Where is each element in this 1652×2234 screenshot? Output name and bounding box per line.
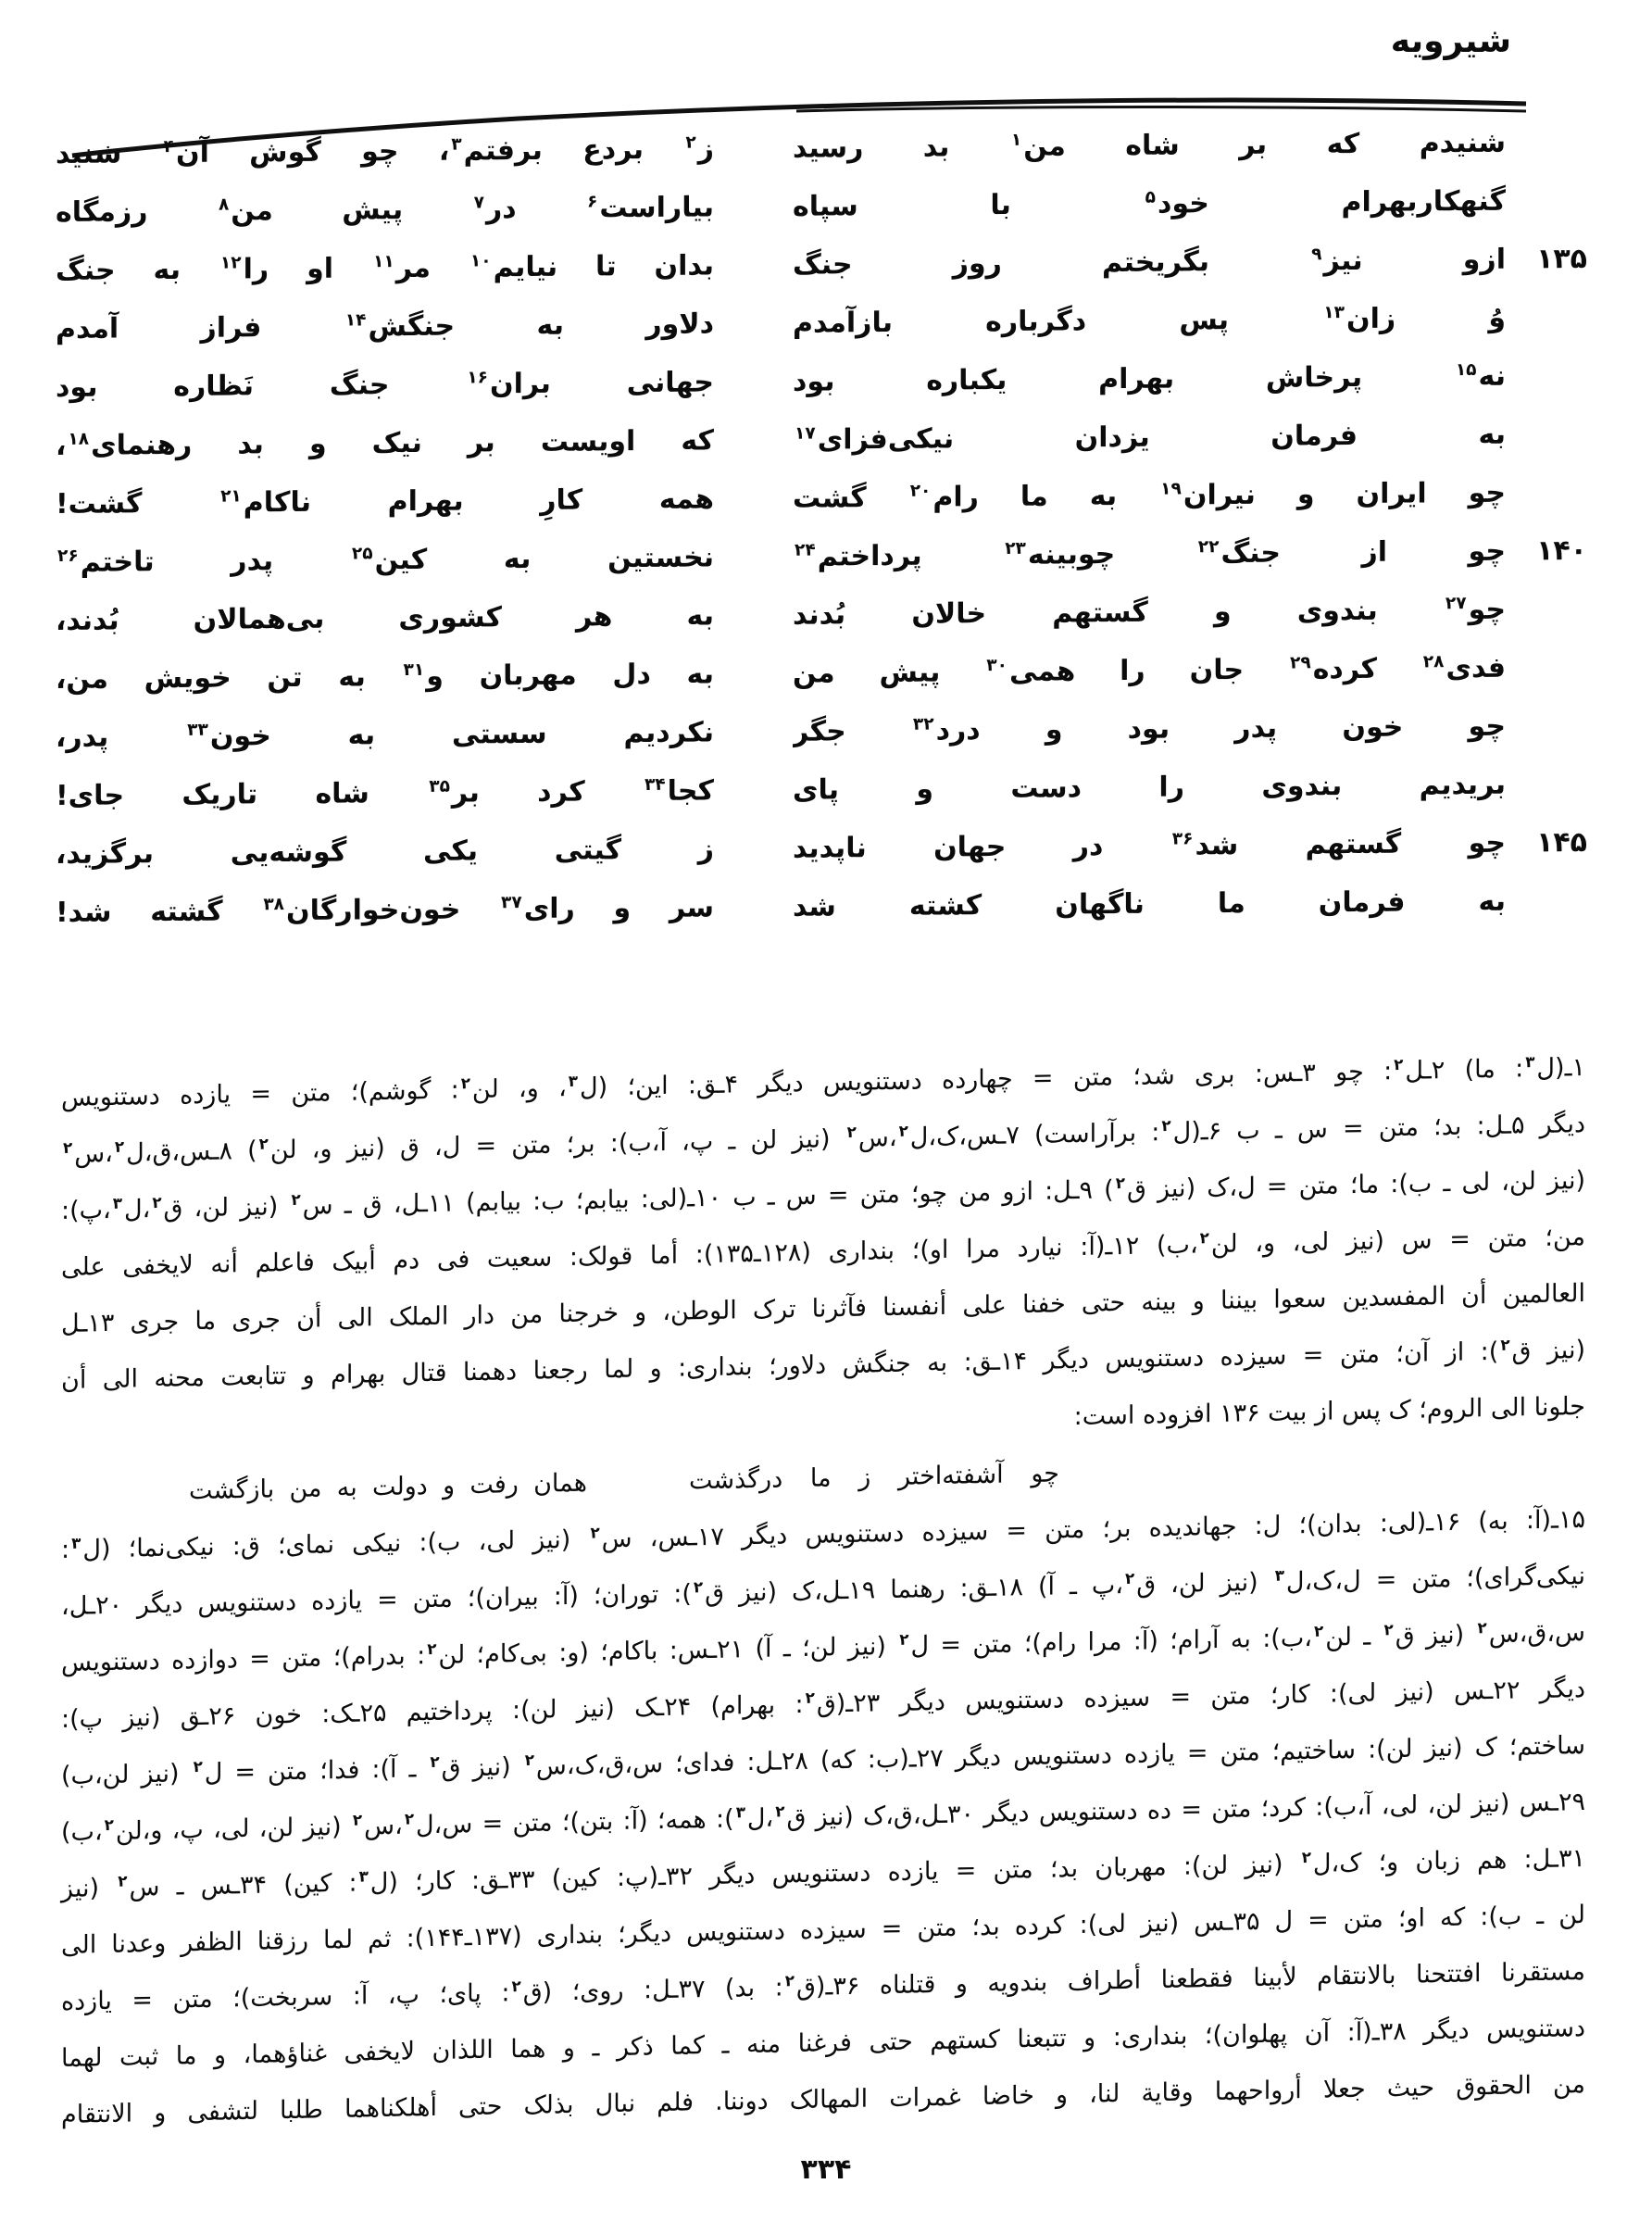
footnote-line: العالمین أن المفسدین سعوا بیننا و بینه حتی خفنا علی أنفسنا فآثرنا ترک الوطن، و خرجنا من دار الملک الی أن جری ما جری ۱۳ـل [61,1279,1585,1339]
hemistich-left: جهانی بران$^{۱۶}$ جنگ نَظاره بود [56,366,714,404]
hemistich-right: چو خون پدر بود و درد$^{۳۲}$ جگر [793,709,1506,748]
footnote-line: ۱۵ـ(آ: به) ۱۶ـ(لی: بدان)؛ ل: جهاندیده بر؛ متن = سیزده دستنویس دیگر ۱۷ـس، س$^۲$ (نیز لی، ب): نیکی نمای؛ ق: نیکی‌نما؛ (ل$^۳$: [61,1505,1585,1565]
hemistich-left: همه کارِ بهرام ناکام$^{۲۱}$ گشت! [56,483,714,521]
verse-number [1506,384,1587,385]
verse-number [1506,209,1587,210]
verse-number: ۱۳۵ [1536,243,1587,276]
hemistich-right: نه$^{۱۵}$ پرخاش بهرام یکباره بود [793,359,1506,398]
footnote-line: س،ق،س$^۲$ (نیز ق$^۲$ ـ لن$^۲$،ب): به آرام؛ (آ: مرا رام)؛ متن = ل$^۲$ (نیز لن؛ ـ آ) ۲۱ـس: باکام؛ (و: بی‌کام؛ لن$^۲$: بدرام)؛ متن = دوازده دستنویس [61,1618,1585,1678]
footnote-line: نیکی‌گرای)؛ متن = ل،ک،ل$^۳$ (نیز لن، ق$^۲$،پ ـ آ) ۱۸ـق: رهنما ۱۹ـل،ک (نیز ق$^۲$): توران؛ (آ: بیران)؛ متن = یازده دستنویس دیگر ۲۰ـل، [61,1562,1585,1622]
verse-number [1506,676,1587,677]
hemistich-left: بدان تا نیایم$^{۱۰}$ مر$^{۱۱}$ او را$^{۱۲}$ به جنگ [56,249,714,287]
hemistich-left: به هر کشوری بی‌همالان بُدند، [56,599,714,637]
footnote-line: دیگر ۵ـل: بد؛ متن = س ـ ب ۶ـ(ل$^۲$: برآراست) ۷ـس،ک،ل$^۲$،س$^۲$ (نیز لن ـ پ، آ،ب): بر؛ متن = ل، ق (نیز و، لن$^۲$) ۸ـس،ق،ل$^۲$،س$^۲$ [63,1110,1585,1169]
footnote-line: لن ـ ب): که او؛ متن = ل ۳۵ـس (نیز لی): کرده بد؛ متن = سیزده دستنویس دیگر؛ بنداری (۱۳۷ـ۱۴۴): ثم لما رزقنا الظفر وعدنا الی [61,1901,1585,1961]
verse-number: ۱۴۵ [1536,826,1587,860]
verse-number [1506,151,1587,152]
hemistich-right: بریدیم بندوی را دست و پای [793,768,1506,807]
hemistich-left: نخستین به کین$^{۲۵}$ پدر تاختم$^{۲۶}$ [57,541,714,579]
verse-number [1506,501,1587,502]
verse-number [1506,793,1587,794]
verse-number [1506,326,1587,327]
hemistich-left: نکردیم سستی به خون$^{۳۳}$ پدر، [56,716,714,754]
hemistich-right: شنیدم که بر شاه من$^۱$ بد رسید [793,126,1506,165]
critical-apparatus-section [61,1039,1585,2143]
page-number: ۳۳۴ [800,2153,852,2186]
apparatus-part-1 [61,1039,1585,1465]
hemistich-right: چو ایران و نیران$^{۱۹}$ به ما رام$^{۲۰}$ گشت [793,476,1506,515]
hemistich-left: سر و رای$^{۳۷}$ خون‌خوارگان$^{۳۸}$ گشته شد! [56,891,714,929]
verse-number [1506,734,1587,735]
hemistich-right: گنهکاربهرام خود$^۵$ با سپاه [793,184,1506,223]
hemistich-left: ز گیتی یکی گوشه‌یی برگزید، [56,833,714,871]
verse-number [1506,443,1587,444]
footnote-line: ۲۹ـس (نیز لن، لی، آ،ب): کرد؛ متن = ده دستنویس دیگر ۳۰ـل،ق،ک (نیز ق$^۲$،ل$^۳$): همه؛ (آ: بتن)؛ متن = س،ل$^۲$،س$^۲$ (نیز لن، لی، پ، و،لن$^۲$،ب) [61,1788,1585,1848]
poem-section [56,119,1587,948]
footnote-line: دستنویس دیگر ۳۸ـ(آ: آن پهلوان)؛ بنداری: و تتبعنا کستهم حتی فرغنا منه ـ کما ذکر ـ و هما اللذان لایخفی غناؤهما، و ما ثبت لهما [61,2014,1585,2074]
hemistich-left: بیاراست$^۶$ در$^۷$ پیش من$^۸$ رزمگاه [56,191,714,229]
running-head-title: شیرویه [1390,22,1511,60]
hemistich-right: چو گستهم شد$^{۳۶}$ در جهان ناپدید [793,826,1506,865]
hemistich-right: فدی$^{۲۸}$ کرده$^{۲۹}$ جان را همی$^{۳۰}$ پیش من [793,651,1506,690]
hemistich-right: به فرمان یزدان نیکی‌فزای$^{۱۷}$ [795,418,1506,457]
inserted-verse-hemistich-left: همان رفت و دولت به من بازگشت [189,1468,587,1506]
footnote-line: دیگر ۲۲ـس (نیز لی): کار؛ متن = سیزده دستنویس دیگر ۲۳ـ(ق$^۲$: بهرام) ۲۴ـک (نیز لن): پرداختیم ۲۵ـک: خون ۲۶ـق (نیز پ): [61,1674,1586,1735]
footnote-line: ۳۱ـل: هم زبان و؛ ک،ل$^۲$ (نیز لن): مهربان بد؛ متن = یازده دستنویس دیگر ۳۲ـ(پ: کین) ۳۳ـق: کار؛ (ل$^۳$: کین) ۳۴ـس ـ س$^۲$ (نیز [61,1844,1585,1904]
verse-number [1506,618,1587,619]
hemistich-right: ازو نیز$^۹$ بگریختم روز جنگ [793,243,1506,282]
hemistich-right: چو از جنگ$^{۲۲}$ چوبینه$^{۲۳}$ پرداختم$^{۲۴}$ [795,534,1506,573]
footnote-line: من؛ متن = س (نیز لی، و، لن$^۲$،ب) ۱۲ـ(آ: نیارد مرا او)؛ بنداری (۱۲۸ـ۱۳۵): أما قولک: سعیت فی دم أبیک فاعلم أنه لایخفی علی [61,1222,1586,1283]
hemistich-left: ز$^۲$ بردع برفتم$^۳$، چو گوش آن$^۴$ شنید [56,132,714,170]
verse-row [56,877,1587,948]
footnote-line: من الحقوق حیث جعلا أرواحهما وقایة لنا، و خاضا غمرات المهالک دوننا. فلم نبال بذلک حتی أهلکناهما طلبا لتشفی و الانتقام [61,2070,1585,2130]
hemistich-right: به فرمان ما ناگهان کشته شد [793,885,1506,923]
footnote-line: (نیز لن، لی ـ ب): ما؛ متن = ل،ک (نیز ق$^۲$) ۹ـل: ازو من چو؛ متن = س ـ ب ۱۰ـ(لی: بیابم؛ ب: بیابم) ۱۱ـل، ق ـ س$^۲$ (نیز لن، ق$^۲$،ل$^۳$،پ): [61,1165,1586,1226]
hemistich-right: چو$^{۲۷}$ بندوی و گستهم خالان بُدند [793,593,1506,632]
footnote-line: ساختم؛ ک (نیز لن): ساختیم؛ متن = یازده دستنویس دیگر ۲۷ـ(ب: که) ۲۸ـل: فدای؛ س،ق،ک،س$^۲$ (نیز ق$^۲$ ـ آ): فدا؛ متن = ل$^۲$ (نیز لن،ب) [61,1731,1585,1791]
footnote-line: ۱ـ(ل$^۳$: ما) ۲ـل$^۲$: چو ۳ـس: بری شد؛ متن = چهارده دستنویس دیگر ۴ـق: این؛ (ل$^۳$، و، لن$^۲$: گوشم)؛ متن = یازده دستنویس [61,1052,1585,1113]
hemistich-left: به دل مهربان و$^{۳۱}$ به تن خویش من، [56,658,714,696]
hemistich-left: کجا$^{۳۴}$ کرد بر$^{۳۵}$ شاه تاریک جای! [56,774,714,812]
footnote-line: جلونا الی الروم؛ ک پس از بیت ۱۳۶ افزوده است: [1073,1392,1585,1432]
footnote-line: (نیز ق$^۲$): از آن؛ متن = سیزده دستنویس دیگر ۱۴ـق: به جنگش دلاور؛ بنداری: و لما رجعنا دهمنا قتال بهرام و تتابعت محنه الی أن [61,1335,1585,1396]
hemistich-right: وُ زان$^{۱۳}$ پس دگرباره بازآمدم [793,301,1506,340]
footnote-line: مستقرنا افتتحنا بالانتقام لأبینا فقطعنا أطراف بندویه و قتلناه ۳۶ـ(ق$^۲$: بد) ۳۷ـل: روی؛ (ق$^۲$: پای؛ پ، آ: سربخت)؛ متن = یازده [61,1957,1585,2017]
hemistich-left: دلاور به جنگش$^{۱۴}$ فراز آمدم [56,307,714,345]
hemistich-left: که اویست بر نیک و بد رهنمای$^{۱۸}$، [56,424,714,462]
verse-number: ۱۴۰ [1536,534,1587,568]
inserted-verse-hemistich-right: چو آشفته‌اختر ز ما درگذشت [689,1459,1059,1496]
apparatus-part-2 [61,1491,1585,2143]
